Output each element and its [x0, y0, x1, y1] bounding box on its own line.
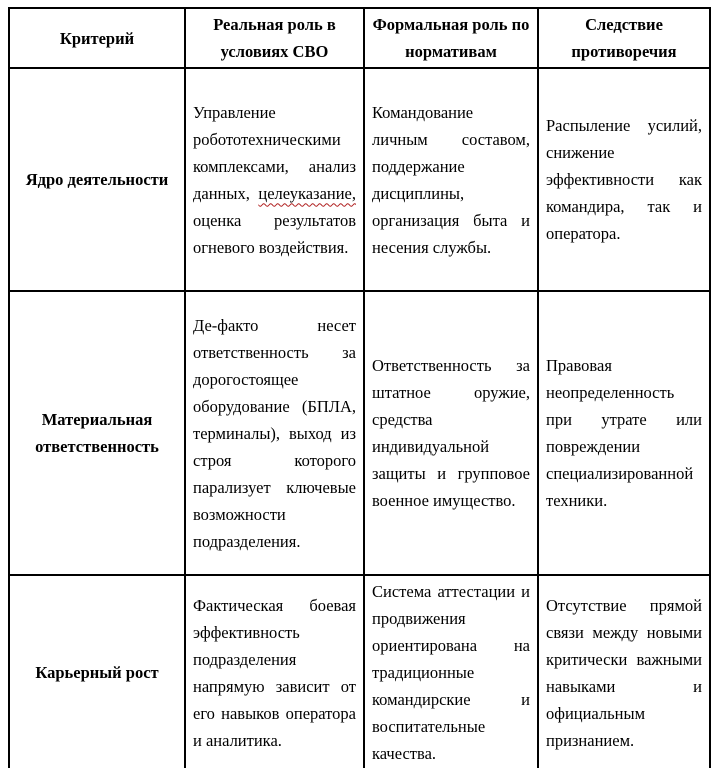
table-row-material-responsibility	[9, 291, 710, 575]
cell-criterion: Карьерный рост	[9, 575, 185, 768]
cell-real-role: Фактическая боевая эффективность подразделения напрямую зависит от его навыков оператора и аналитика.	[185, 575, 364, 768]
header-real-role: Реальная роль в условиях СВО	[185, 8, 364, 68]
table-header-row	[9, 8, 710, 68]
cell-real-role: Де-факто несет ответственность за дорогостоящее оборудование (БПЛА, терминалы), выход из строя которого парализует ключевые возможности подразделения.	[185, 291, 364, 575]
header-criterion: Критерий	[9, 8, 185, 68]
cell-criterion: Ядро деятельности	[9, 68, 185, 291]
header-formal-role: Формальная роль по нормативам	[364, 8, 538, 68]
cell-formal-role: Командование личным составом, поддержание дисциплины, организация быта и несения службы.	[364, 68, 538, 291]
table-row-core-activity	[9, 68, 710, 291]
spellcheck-marked-word: целеуказание,	[258, 183, 356, 203]
header-consequence: Следствие противоречия	[538, 8, 710, 68]
role-contradiction-table	[8, 7, 711, 768]
cell-formal-role: Ответственность за штатное оружие, средства индивидуальной защиты и групповое военное имущество.	[364, 291, 538, 575]
cell-criterion: Материальная ответственность	[9, 291, 185, 575]
cell-consequence: Распыление усилий, снижение эффективности как командира, так и оператора.	[538, 68, 710, 291]
real-role-text-post: оценка результатов огневого воздействия.	[193, 210, 356, 257]
real-role-text-pre: Управление робототехническими комплексами, анализ данных,	[193, 102, 356, 203]
cell-real-role	[185, 68, 364, 291]
cell-consequence: Отсутствие прямой связи между новыми критически важными навыками и официальным признанием.	[538, 575, 710, 768]
table-row-career-growth	[9, 575, 710, 768]
cell-consequence: Правовая неопределенность при утрате или повреждении специализированной техники.	[538, 291, 710, 575]
cell-formal-role: Система аттестации и продвижения ориентирована на традиционные командирские и воспитательные качества.	[364, 575, 538, 768]
